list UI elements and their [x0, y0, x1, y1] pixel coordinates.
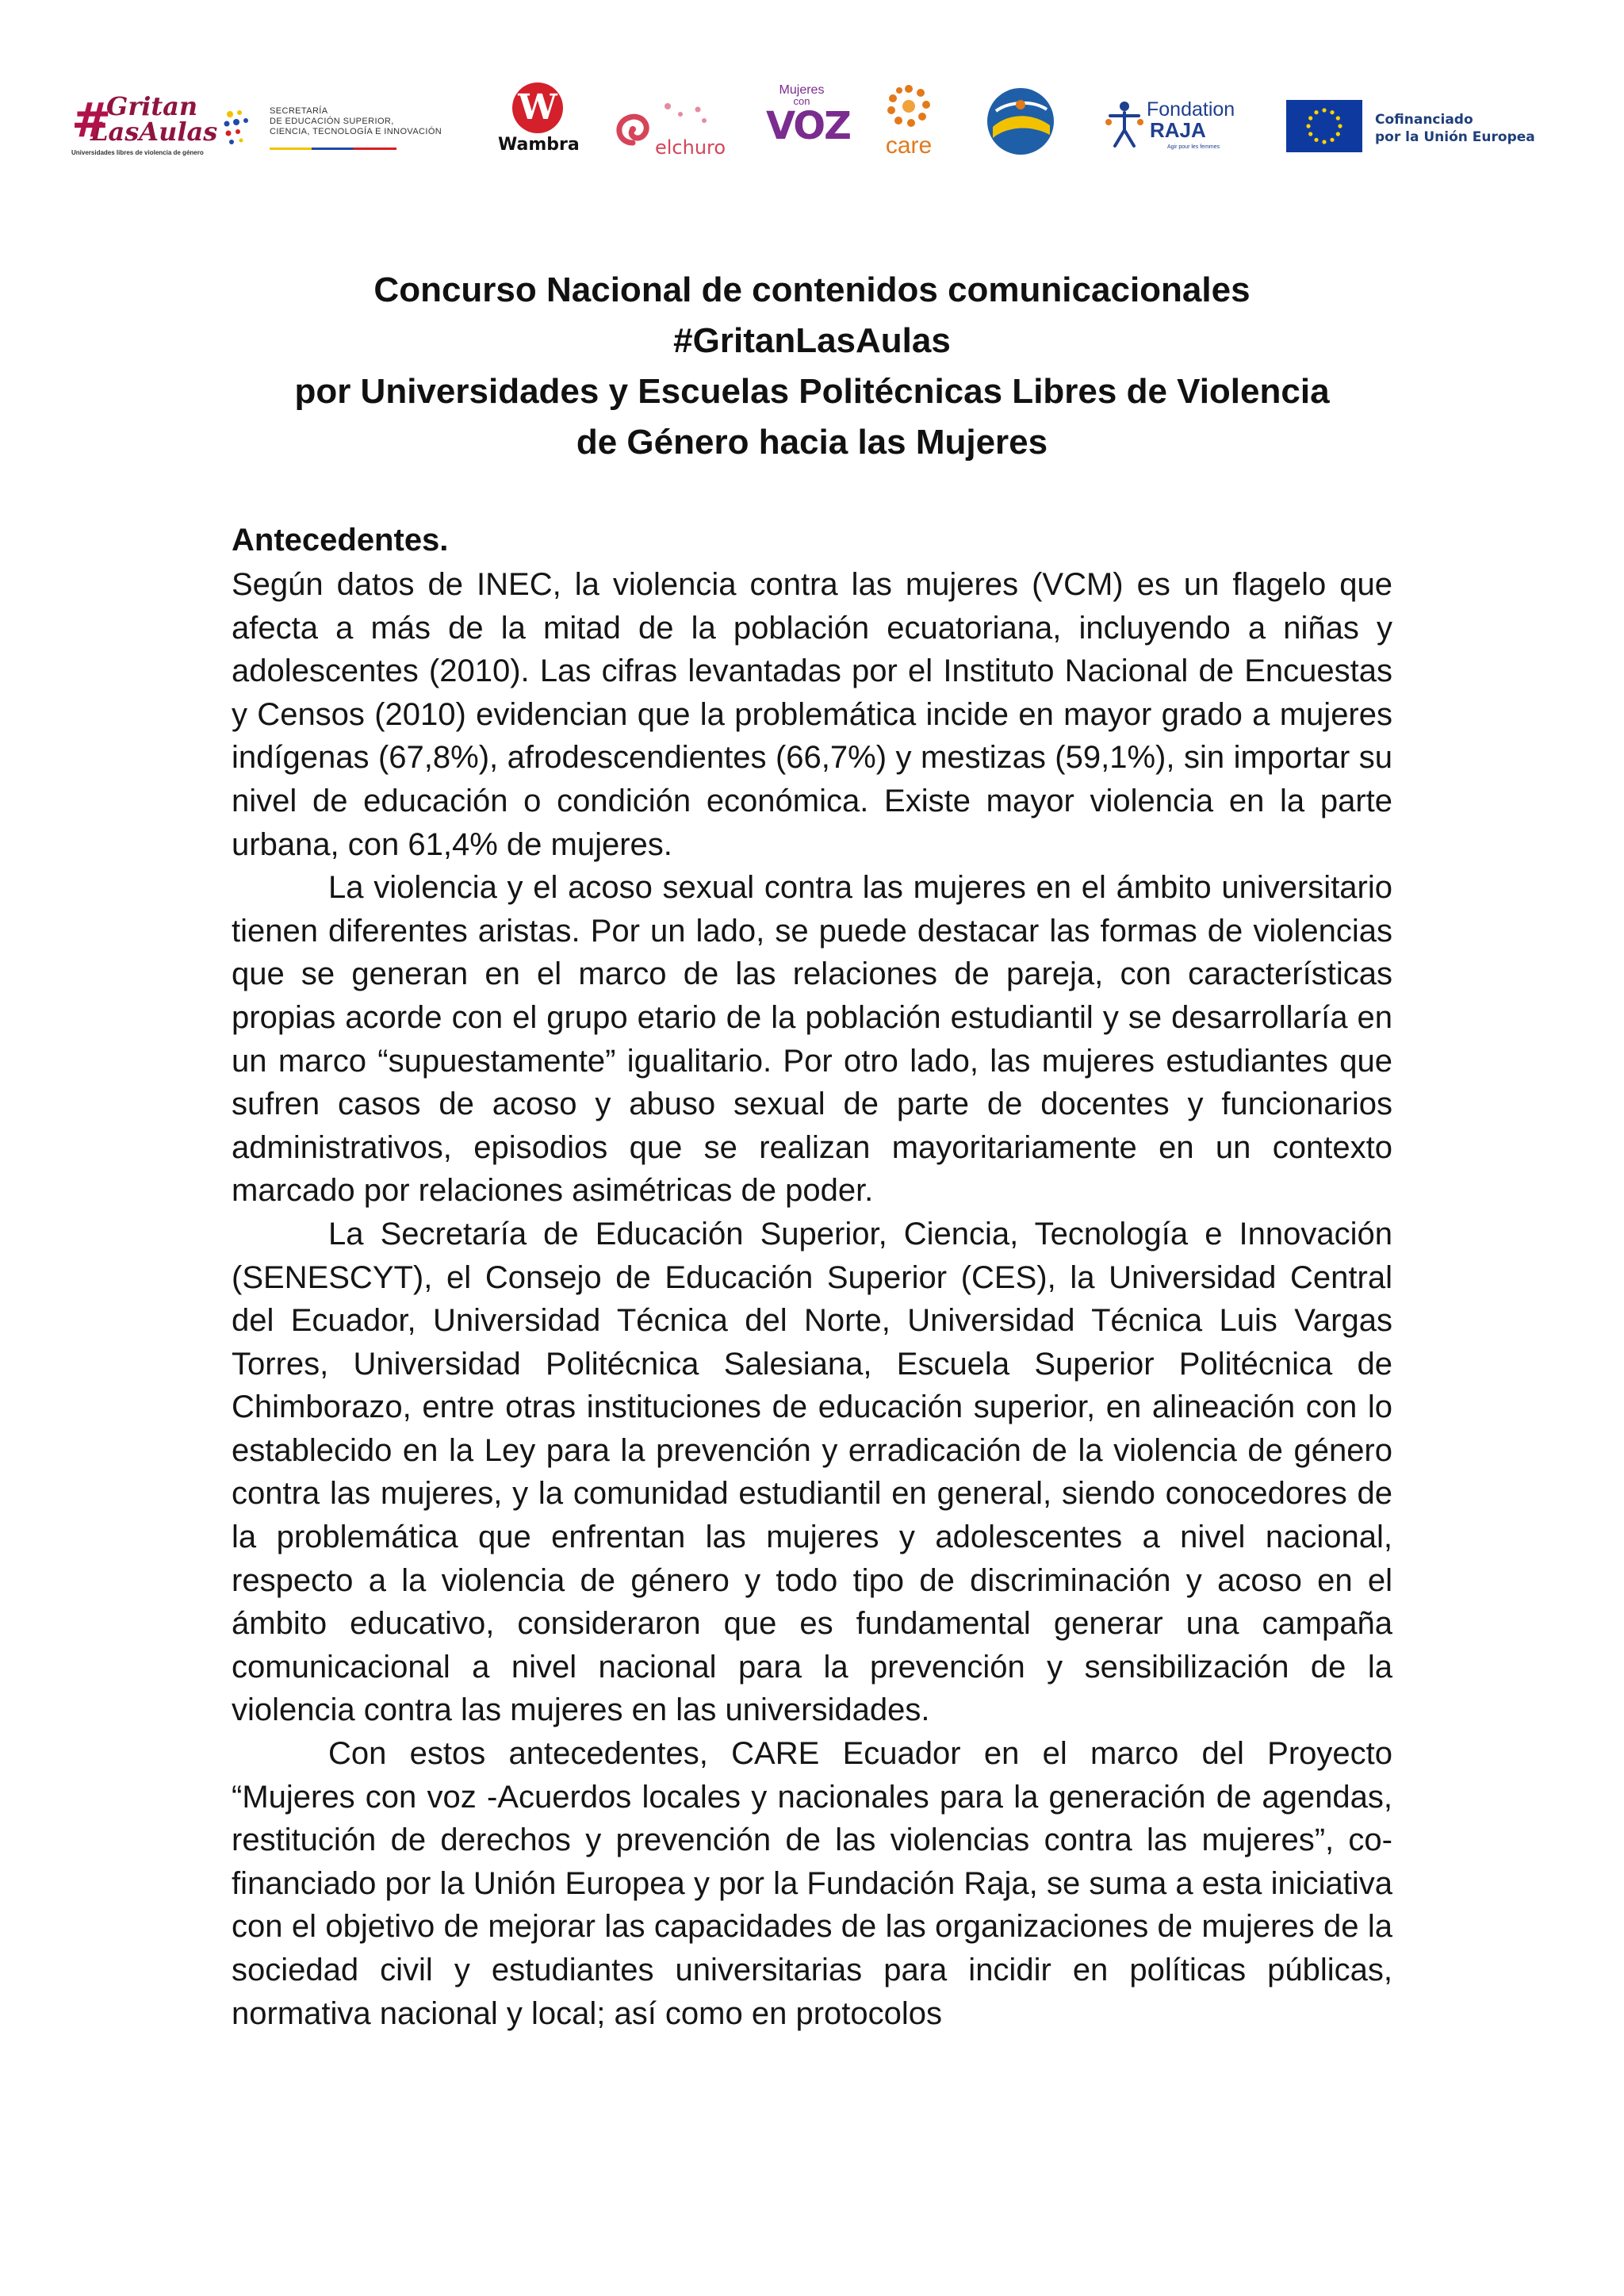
title-line-1: Concurso Nacional de contenidos comunicacionales — [373, 270, 1251, 309]
document-title — [190, 265, 1434, 468]
raja-logo-tagline: Agir pour les femmes — [1167, 144, 1220, 150]
senescyt-line1: SECRETARÍA — [270, 106, 328, 116]
senescyt-line3: CIENCIA, TECNOLOGÍA E INNOVACIÓN — [270, 127, 442, 136]
paragraph-2: La violencia y el acoso sexual contra las mujeres en el ámbito universitario tienen diferentes aristas. Por un lado, se puede destacar las formas de violencias que se generan en el marco de las relaciones de pareja, con características propias acorde con el grupo etario de la población estudiantil y se desarrollaría en un marco “supuestamente” igualitario. Por otro lado, las mujeres estudiantes que sufren casos de acoso y abuso sexual de parte de docentes y funcionarios administrativos, episodios que se realizan mayoritariamente en un contexto marcado por relaciones asimétricas de poder. — [232, 870, 1392, 1209]
senescyt-dots-icon — [224, 108, 252, 148]
paragraph-3: La Secretaría de Educación Superior, Ciencia, Tecnología e Innovación (SENESCYT), el Consejo de Educación Superior (CES), la Universidad Central del Ecuador, Universidad Técnica del Norte, Universidad Técnica Luis Vargas Torres, Universidad Politécnica Salesiana, Escuela Superior Politécnica de Chimborazo, entre otras instituciones de educación superior, en alineación con lo establecido en la Ley para la prevención y erradicación de la violencia de género contra las mujeres, y la comunidad estudiantil en general, siendo conocedores de la problemática que enfrentan las mujeres y adolescentes a nivel nacional, respecto a la violencia de género y todo tipo de discriminación y acoso en el ámbito educativo, consideraron que es fundamental generar una campaña comunicacional a nivel nacional para la prevención y sensibilización de la violencia contra las mujeres en las universidades. — [232, 1216, 1392, 1728]
gritan-logo-line2: LasAulas — [90, 117, 218, 147]
paragraph-1: Según datos de INEC, la violencia contra las mujeres (VCM) es un flagelo que afecta a más de la mitad de la población ecuatoriana, incluyendo a niñas y adolescentes (2010). Las cifras levantadas por el Instituto Nacional de Encuestas y Censos (2010) evidencian que la problemática incide en mayor grado a mujeres indígenas (67,8%), afrodescendientes (66,7%) y mestizas (59,1%), sin importar su nivel de educación o condición económica. Existe mayor violencia en la parte urbana, con 61,4% de mujeres. — [232, 567, 1392, 862]
eu-logo-line2: por la Unión Europea — [1375, 129, 1535, 145]
wambra-w-icon: W — [512, 82, 563, 133]
senescyt-logo — [224, 105, 477, 152]
eu-flag-icon — [1286, 100, 1362, 152]
raja-logo-line2: RAJA — [1150, 118, 1206, 142]
eu-logo-text — [1375, 111, 1535, 146]
fondation-raja-logo — [1102, 98, 1245, 154]
globe-emblem-icon — [977, 78, 1064, 165]
paragraph-4: Con estos antecedentes, CARE Ecuador en el marco del Proyecto “Mujeres con voz -Acuerdos locales y nacionales para la generación de agendas, restitución de derechos y prevención de las violencias contra las mujeres”, co-financiado por la Unión Europea y por la Fundación Raja, se suma a esta iniciativa con el objetivo de mejorar las capacidades de las organizaciones de mujeres de la sociedad civil y estudiantes universitarias para incidir en políticas públicas, normativa nacional y local; así como en protocolos — [232, 1736, 1392, 2031]
wambra-logo-name: Wambra — [498, 135, 580, 155]
elchuro-logo-name: elchuro — [655, 136, 726, 159]
gritan-las-aulas-logo — [71, 91, 218, 156]
care-logo — [877, 81, 940, 168]
mujeres-con-voz-line1: Mujeres — [779, 83, 825, 97]
union-europea-logo — [1286, 100, 1556, 155]
section-heading: Antecedentes. — [232, 523, 449, 558]
wambra-logo — [498, 82, 580, 162]
senescyt-line2: DE EDUCACIÓN SUPERIOR, — [270, 117, 394, 126]
gritan-logo-tagline: Universidades libres de violencia de género — [71, 149, 204, 156]
logo-bar — [0, 71, 1624, 182]
senescyt-logo-text — [270, 106, 442, 137]
title-line-2: #GritanLasAulas — [673, 321, 951, 360]
mujeres-con-voz-line3: VOZ — [766, 104, 850, 148]
care-logo-name: care — [885, 132, 933, 159]
mundo-solidario-logo — [977, 78, 1064, 165]
raja-logo-line1: Fondation — [1147, 98, 1235, 121]
mujeres-con-voz-logo — [766, 83, 850, 163]
title-line-4: de Género hacia las Mujeres — [576, 423, 1048, 462]
gritan-logo-line1: Gritan — [106, 91, 198, 121]
hash-symbol: # — [71, 93, 112, 148]
title-line-3: por Universidades y Escuelas Politécnicas Libres de Violencia — [294, 372, 1330, 411]
mujeres-con-voz-line2: con — [793, 95, 810, 107]
body-text — [232, 563, 1392, 2035]
elchuro-logo — [606, 94, 749, 165]
raja-figures-icon — [1102, 98, 1147, 151]
eu-logo-line1: Cofinanciado — [1375, 112, 1473, 128]
care-sunburst-icon — [883, 81, 934, 132]
senescyt-color-bar — [270, 148, 396, 150]
